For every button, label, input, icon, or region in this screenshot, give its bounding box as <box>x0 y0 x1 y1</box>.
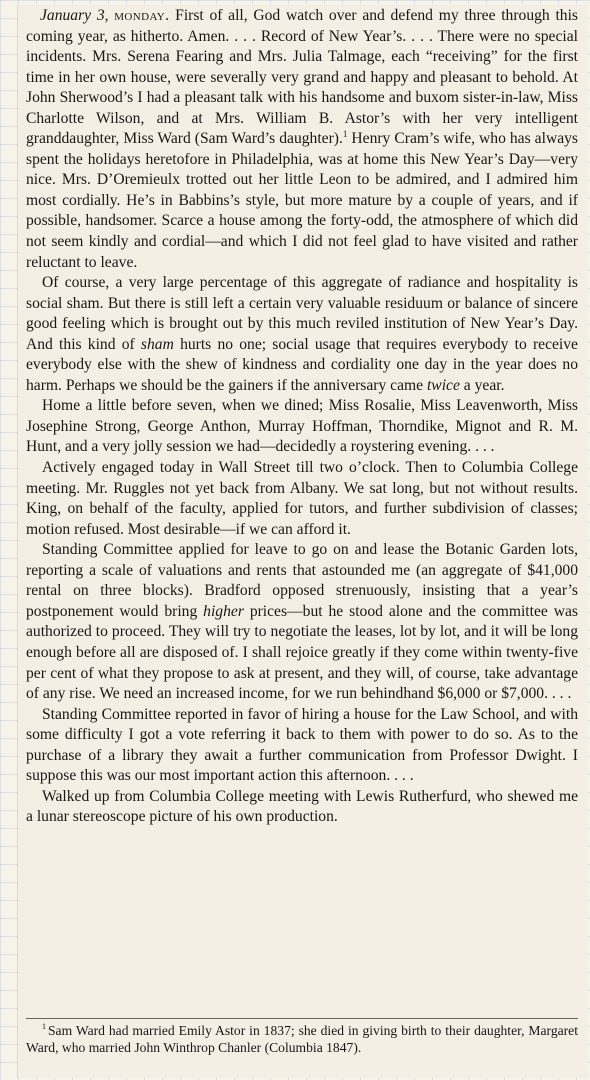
entry-date: January 3, <box>40 7 109 24</box>
paragraph-lunar-stereoscope: Walked up from Columbia College meeting with Lewis Rutherfurd, who shewed me a lunar stereoscope picture of his own production. <box>26 787 578 826</box>
footnote-text: Sam Ward had married Emily Astor in 1837; she died in giving birth to their daughter, Margaret Ward, who married John Winthrop Chanler (Columbia 1847). <box>26 1023 578 1055</box>
paragraph-1-text: First of all, God watch over and defend my three through this coming year, as hitherto. Amen. . . . Record of New Year’s. . . . There were no special incidents. Mrs. Serena Fearing and Mrs. Julia Talmage, each “receiving” for the first time in her own house, were severally very grand and happy and pleasant to behold. At John Sherwood’s I had a pleasant talk with his handsome and buxom sister-in-law, Miss Charlotte Wilson, and at Mrs. William B. Astor’s with her very intelligent granddaughter, Miss Ward (Sam Ward’s daughter). <box>26 7 578 148</box>
emphasis-sham: sham <box>140 335 174 353</box>
emphasis-higher: higher <box>203 602 244 620</box>
paragraph-2-text-a: Of course, a very large percentage of this aggregate of radiance and hospitality is social sham. But there is still left a certain very valuable residuum or balance of sincere good feeling which is brought out by this much reviled institution of New Year’s Day. And this kind of <box>26 274 578 353</box>
emphasis-twice: twice <box>426 376 460 394</box>
entry-weekday: monday. <box>114 7 170 24</box>
paragraph-1-continued: Henry Cram’s wife, who has always spent the holidays heretofore in Philadelphia, was at home this New Year’s Day—very nice. Mrs. D’Oremieulx trotted out her little Leon to be admired, and I admired him most cordially. He’s in Babbins’s style, but more mature by a couple of years, and if possible, handsomer. Scarce a house among the forty-odd, the atmosphere of which did not seem kindly and cordial—and which I did not feel glad to have visited and rather reluctant to leave. <box>26 130 578 271</box>
paragraph-5-text-b: prices—but he stood alone and the committee was authorized to proceed. They will try to negotiate the leases, lot by lot, and it will be long enough before all are disposed of. I shall rejoice greatly if they come within twenty-five per cent of what they propose to ask at present, and they will, of course, take advantage of any rise. We need an increased income, for we run behindhand $6,000 or $7,000. . . . <box>26 602 578 703</box>
paragraph-2-text-b: hurts no one; social usage that requires everybody to receive everybody else with the shew of kindness and cordiality one day in the year does no harm. Perhaps we should be the gainers if the anniversary came <box>26 335 578 394</box>
paragraph-botanic-garden <box>26 540 578 704</box>
paragraph-dinner-guests: Home a little before seven, when we dined; Miss Rosalie, Miss Leavenworth, Miss Josephine Strong, George Anthon, Murray Hoffman, Thorndike, Mignot and R. M. Hunt, and a very jolly session we had—decidedly a roystering evening. . . . <box>26 397 578 456</box>
paragraph-law-school: Standing Committee reported in favor of hiring a house for the Law School, and with some difficulty I got a vote referring it back to them with power to do so. As to the purchase of a library they await a further communication from Professor Dwight. I suppose this was our most important action this afternoon. . . . <box>26 705 578 785</box>
newspaper-clipping <box>18 4 588 1078</box>
paragraph-columbia-meeting: Actively engaged today in Wall Street till two o’clock. Then to Columbia College meeting. Mr. Ruggles not yet back from Albany. We sat long, but not without results. King, on behalf of the faculty, applied for tutors, and further subdivision of classes; motion refused. Most desirable—if we can afford it. <box>26 459 578 538</box>
paragraph-2-text-c: a year. <box>459 376 505 394</box>
paragraph-new-years-record <box>26 6 578 273</box>
footnote-number: 1 <box>42 1022 46 1032</box>
paragraph-5-text-a: Standing Committee applied for leave to go on and lease the Botanic Garden lots, reporting a scale of valuations and rents that astounded me (an aggregate of $41,000 rental on three blocks). Bradford opposed strenuously, insisting that a year’s postponement would bring <box>26 541 578 620</box>
paragraph-social-sham <box>26 273 578 396</box>
footnote-marker: 1 <box>342 129 348 140</box>
diary-text <box>26 6 578 828</box>
footnote <box>26 1018 578 1056</box>
